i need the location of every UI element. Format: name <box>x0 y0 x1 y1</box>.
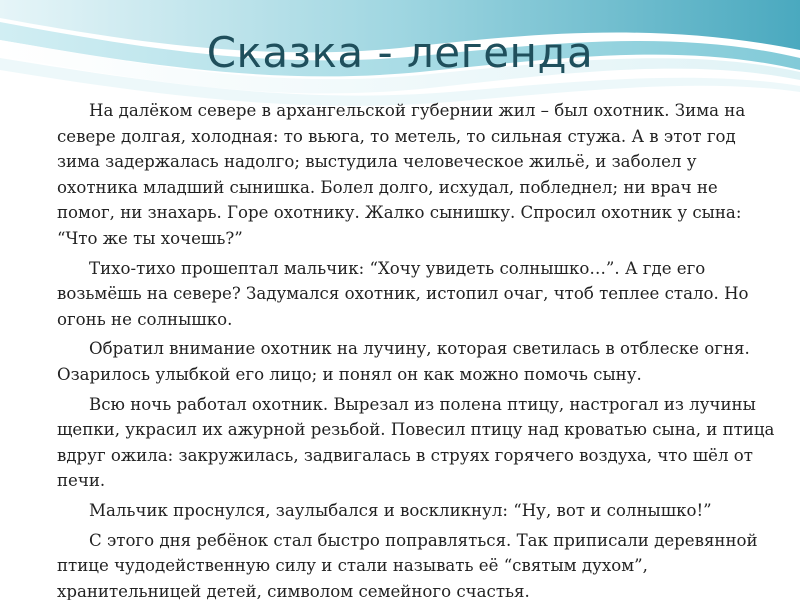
slide-title: Сказка - легенда <box>206 28 594 77</box>
story-paragraph-2: Тихо-тихо прошептал мальчик: “Хочу увидеть солнышко…”. А где его возьмёшь на севере? Задумался охотник, истопил очаг, чтоб теплее стало. Но огонь не солнышко. <box>57 258 749 329</box>
story-paragraph-3: Обратил внимание охотник на лучину, которая светилась в отблеске огня. Озарилось улыбкой его лицо; и понял он как можно помочь сыну. <box>57 339 750 384</box>
story-paragraph-5: Мальчик проснулся, заулыбался и воскликнул: “Ну, вот и солнышко!” <box>89 500 712 520</box>
story-paragraph-6: С этого дня ребёнок стал быстро поправляться. Так приписали деревянной птице чудодейственную силу и стали называть её “святым духом”, хранительницей детей, символом семейного счастья. <box>57 530 758 600</box>
story-paragraph-1: На далёком севере в архангельской губернии жил – был охотник. Зима на севере долгая, холодная: то вьюга, то метель, то сильная стужа. А в этот год зима задержалась надолго; выстудила человеческое жильё, и заболел у охотника младший сынишка. Болел долго, исхудал, побледнел; ни врач не помог, ни знахарь. Горе охотнику. Жалко сынишку. Спросил охотник у сына: “Что же ты хочешь?” <box>57 101 746 248</box>
story-paragraph-4: Всю ночь работал охотник. Вырезал из полена птицу, настрогал из лучины щепки, украсил их ажурной резьбой. Повесил птицу над кроватью сына, и птица вдруг ожила: закружилась, задвигалась в струях горячего воздуха, что шёл от печи. <box>57 394 775 491</box>
story-body <box>57 98 775 600</box>
